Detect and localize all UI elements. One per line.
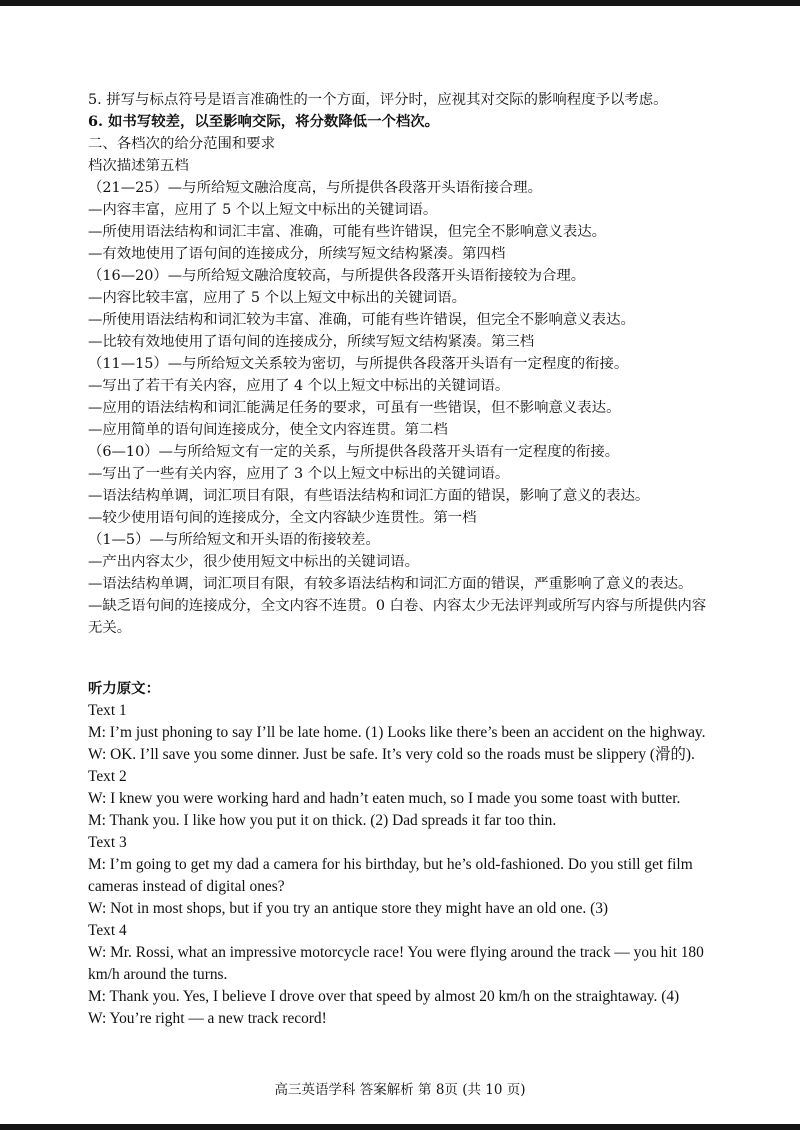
band-line: —写出了一些有关内容，应用了 3 个以上短文中标出的关键词语。 <box>88 466 510 482</box>
band-line: —比较有效地使用了语句间的连接成分，所续写短文结构紧凑。第三档 <box>88 334 535 350</box>
document-page <box>88 89 720 1030</box>
dialogue-line: M: Thank you. Yes, I believe I drove over that speed by almost 20 km/h on the straightaway. (4) <box>88 988 680 1005</box>
page-footer: 高三英语学科 答案解析 第 8页 (共 10 页) <box>274 1082 526 1098</box>
dialogue-line: M: I’m going to get my dad a camera for his birthday, but he’s old-fashioned. Do you still get film cameras instead of digital ones? <box>88 856 693 895</box>
dialogue-line: W: You’re right — a new track record! <box>88 1010 327 1027</box>
scoring-note: 5. 拼写与标点符号是语言准确性的一个方面，评分时，应视其对交际的影响程度予以考虑。 <box>88 92 668 108</box>
dialogue-line: W: OK. I’ll save you some dinner. Just be safe. It’s very cold so the roads must be slippery (滑的). <box>88 746 695 763</box>
listening-heading: 听力原文： <box>88 680 160 697</box>
band-line: —语法结构单调，词汇项目有限，有些语法结构和词汇方面的错误，影响了意义的表达。 <box>88 488 650 504</box>
listening-transcript <box>88 678 720 1030</box>
band-line: 档次描述第五档 <box>88 158 189 174</box>
dialogue-line: W: Mr. Rossi, what an impressive motorcycle race! You were flying around the track — you hit 180 km/h around the turns. <box>88 944 704 983</box>
band-line: （21—25）—与所给短文融洽度高，与所提供各段落开头语衔接合理。 <box>88 180 542 196</box>
band-line: —产出内容太少，很少使用短文中标出的关键词语。 <box>88 554 419 570</box>
band-line: —所使用语法结构和词汇丰富、准确，可能有些许错误，但完全不影响意义表达。 <box>88 224 607 240</box>
dialogue-line: W: I knew you were working hard and hadn’t eaten much, so I made you some toast with butter. <box>88 790 681 807</box>
band-line-wrapped: —语法结构单调，词汇项目有限，有较多语法结构和词汇方面的错误，严重影响了意义的表达。 <box>88 576 693 592</box>
text-label: Text 4 <box>88 922 127 939</box>
text-label: Text 3 <box>88 834 127 851</box>
band-line: （16—20）—与所给短文融洽度较高，与所提供各段落开头语衔接较为合理。 <box>88 268 586 284</box>
top-border-rule <box>0 0 800 6</box>
band-line: —内容比较丰富，应用了 5 个以上短文中标出的关键词语。 <box>88 290 467 306</box>
band-line: （6—10）—与所给短文有一定的关系，与所提供各段落开头语有一定程度的衔接。 <box>88 444 620 460</box>
dialogue-line: M: I’m just phoning to say I’ll be late home. (1) Looks like there’s been an accident on the highway. <box>88 724 706 741</box>
dialogue-line: W: Not in most shops, but if you try an antique store they might have an old one. (3) <box>88 900 609 917</box>
band-line: （1—5）—与所给短文和开头语的衔接较差。 <box>88 532 380 548</box>
band-line: —应用简单的语句间连接成分，使全文内容连贯。第二档 <box>88 422 448 438</box>
spacer <box>88 639 720 678</box>
band-line: —所使用语法结构和词汇较为丰富、准确，可能有些许错误，但完全不影响意义表达。 <box>88 312 635 328</box>
bottom-border-rule <box>0 1124 800 1130</box>
text-label: Text 2 <box>88 768 127 785</box>
band-line: —有效地使用了语句间的连接成分，所续写短文结构紧凑。第四档 <box>88 246 506 262</box>
band-line: —应用的语法结构和词汇能满足任务的要求，可虽有一些错误，但不影响意义表达。 <box>88 400 621 416</box>
dialogue-line: M: Thank you. I like how you put it on thick. (2) Dad spreads it far too thin. <box>88 812 557 829</box>
scoring-note: 6. 如书写较差，以至影响交际，将分数降低一个档次。 <box>88 113 440 130</box>
section-heading: 二、各档次的给分范围和要求 <box>88 136 276 152</box>
band-line-wrapped: —缺乏语句间的连接成分，全文内容不连贯。0 白卷、内容太少无法评判或所写内容与所提供内容无关。 <box>88 598 707 636</box>
text-label: Text 1 <box>88 702 127 719</box>
band-line: —写出了若干有关内容，应用了 4 个以上短文中标出的关键词语。 <box>88 378 510 394</box>
band-line: —内容丰富，应用了 5 个以上短文中标出的关键词语。 <box>88 202 438 218</box>
band-descriptions <box>88 155 720 639</box>
band-line: （11—15）—与所给短文关系较为密切，与所提供各段落开头语有一定程度的衔接。 <box>88 356 629 372</box>
band-line: —较少使用语句间的连接成分，全文内容缺少连贯性。第一档 <box>88 510 477 526</box>
